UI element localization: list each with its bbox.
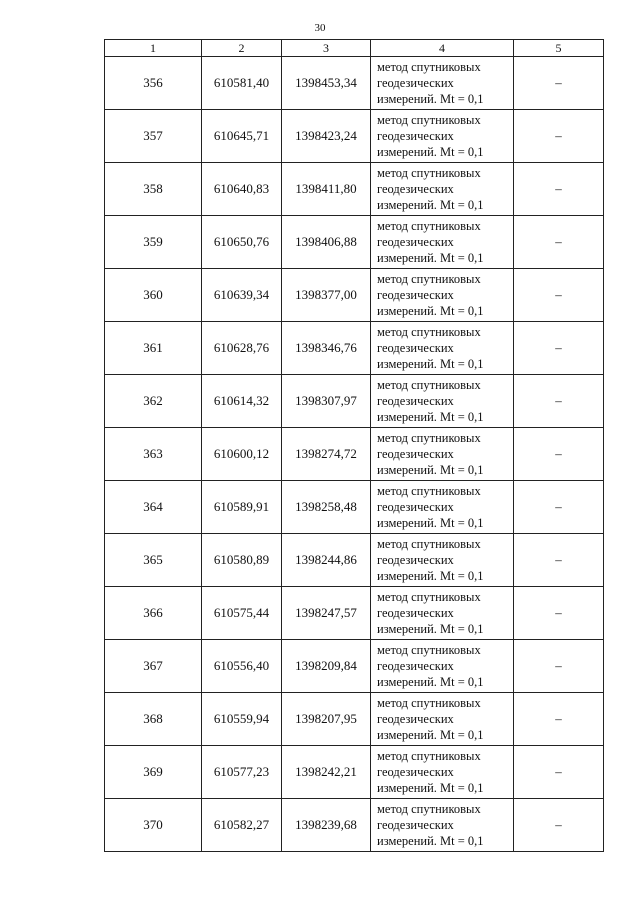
x-coordinate-cell: 610577,23	[202, 746, 282, 799]
method-cell	[371, 163, 514, 216]
method-cell	[371, 587, 514, 640]
note-cell: –	[514, 428, 604, 481]
y-coordinate-cell: 1398411,80	[282, 163, 371, 216]
method-line: геодезических	[377, 553, 454, 567]
method-line: измерений. Mt = 0,1	[377, 410, 484, 424]
table-row	[105, 746, 604, 799]
column-header-2: 2	[202, 40, 282, 57]
y-coordinate-cell: 1398406,88	[282, 216, 371, 269]
table-row	[105, 693, 604, 746]
page-number: 30	[314, 22, 326, 34]
point-number-cell: 364	[105, 481, 202, 534]
y-coordinate-cell: 1398377,00	[282, 269, 371, 322]
method-cell	[371, 640, 514, 693]
method-line: метод спутниковых	[377, 378, 481, 392]
method-line: метод спутниковых	[377, 166, 481, 180]
x-coordinate-cell: 610582,27	[202, 799, 282, 852]
note-cell: –	[514, 216, 604, 269]
table-row	[105, 587, 604, 640]
y-coordinate-cell: 1398307,97	[282, 375, 371, 428]
method-line: измерений. Mt = 0,1	[377, 728, 484, 742]
x-coordinate-cell: 610580,89	[202, 534, 282, 587]
y-coordinate-cell: 1398346,76	[282, 322, 371, 375]
note-cell: –	[514, 163, 604, 216]
y-coordinate-cell: 1398258,48	[282, 481, 371, 534]
y-coordinate-cell: 1398244,86	[282, 534, 371, 587]
x-coordinate-cell: 610600,12	[202, 428, 282, 481]
y-coordinate-cell: 1398242,21	[282, 746, 371, 799]
method-line: измерений. Mt = 0,1	[377, 251, 484, 265]
note-cell: –	[514, 481, 604, 534]
method-cell	[371, 693, 514, 746]
method-line: измерений. Mt = 0,1	[377, 304, 484, 318]
note-cell: –	[514, 269, 604, 322]
method-line: метод спутниковых	[377, 325, 481, 339]
method-line: метод спутниковых	[377, 643, 481, 657]
table-row	[105, 216, 604, 269]
method-line: геодезических	[377, 447, 454, 461]
point-number-cell: 369	[105, 746, 202, 799]
method-cell	[371, 534, 514, 587]
method-line: измерений. Mt = 0,1	[377, 834, 484, 848]
note-cell: –	[514, 693, 604, 746]
point-number-cell: 365	[105, 534, 202, 587]
column-header-4: 4	[371, 40, 514, 57]
point-number-cell: 361	[105, 322, 202, 375]
x-coordinate-cell: 610645,71	[202, 110, 282, 163]
method-line: измерений. Mt = 0,1	[377, 198, 484, 212]
method-line: геодезических	[377, 500, 454, 514]
y-coordinate-cell: 1398423,24	[282, 110, 371, 163]
method-cell	[371, 322, 514, 375]
table-row	[105, 110, 604, 163]
method-cell	[371, 269, 514, 322]
y-coordinate-cell: 1398239,68	[282, 799, 371, 852]
point-number-cell: 363	[105, 428, 202, 481]
note-cell: –	[514, 746, 604, 799]
note-cell: –	[514, 322, 604, 375]
method-line: геодезических	[377, 818, 454, 832]
note-cell: –	[514, 375, 604, 428]
method-line: метод спутниковых	[377, 484, 481, 498]
point-number-cell: 368	[105, 693, 202, 746]
table-row	[105, 269, 604, 322]
column-header-3: 3	[282, 40, 371, 57]
table-row	[105, 322, 604, 375]
method-line: геодезических	[377, 606, 454, 620]
x-coordinate-cell: 610639,34	[202, 269, 282, 322]
method-line: метод спутниковых	[377, 272, 481, 286]
x-coordinate-cell: 610650,76	[202, 216, 282, 269]
method-line: геодезических	[377, 712, 454, 726]
table-row	[105, 799, 604, 852]
method-line: геодезических	[377, 765, 454, 779]
note-cell: –	[514, 799, 604, 852]
method-line: метод спутниковых	[377, 219, 481, 233]
method-line: геодезических	[377, 341, 454, 355]
method-line: геодезических	[377, 288, 454, 302]
point-number-cell: 359	[105, 216, 202, 269]
method-cell	[371, 216, 514, 269]
method-line: измерений. Mt = 0,1	[377, 569, 484, 583]
table-body	[105, 40, 604, 852]
method-line: метод спутниковых	[377, 749, 481, 763]
method-cell	[371, 746, 514, 799]
coordinates-table	[104, 39, 604, 852]
method-line: геодезических	[377, 394, 454, 408]
method-line: метод спутниковых	[377, 696, 481, 710]
point-number-cell: 370	[105, 799, 202, 852]
y-coordinate-cell: 1398274,72	[282, 428, 371, 481]
x-coordinate-cell: 610640,83	[202, 163, 282, 216]
method-line: метод спутниковых	[377, 60, 481, 74]
method-line: измерений. Mt = 0,1	[377, 463, 484, 477]
method-cell	[371, 799, 514, 852]
point-number-cell: 358	[105, 163, 202, 216]
point-number-cell: 362	[105, 375, 202, 428]
table-row	[105, 57, 604, 110]
method-cell	[371, 428, 514, 481]
method-line: метод спутниковых	[377, 537, 481, 551]
table-row	[105, 163, 604, 216]
note-cell: –	[514, 534, 604, 587]
x-coordinate-cell: 610589,91	[202, 481, 282, 534]
note-cell: –	[514, 57, 604, 110]
method-line: метод спутниковых	[377, 802, 481, 816]
point-number-cell: 366	[105, 587, 202, 640]
x-coordinate-cell: 610559,94	[202, 693, 282, 746]
method-line: измерений. Mt = 0,1	[377, 516, 484, 530]
y-coordinate-cell: 1398453,34	[282, 57, 371, 110]
table-row	[105, 640, 604, 693]
table-row	[105, 534, 604, 587]
method-line: геодезических	[377, 235, 454, 249]
table-row	[105, 375, 604, 428]
y-coordinate-cell: 1398209,84	[282, 640, 371, 693]
method-line: метод спутниковых	[377, 590, 481, 604]
method-line: геодезических	[377, 129, 454, 143]
note-cell: –	[514, 110, 604, 163]
table-row	[105, 428, 604, 481]
method-line: метод спутниковых	[377, 113, 481, 127]
point-number-cell: 357	[105, 110, 202, 163]
column-header-1: 1	[105, 40, 202, 57]
method-cell	[371, 375, 514, 428]
y-coordinate-cell: 1398247,57	[282, 587, 371, 640]
method-line: геодезических	[377, 659, 454, 673]
x-coordinate-cell: 610575,44	[202, 587, 282, 640]
x-coordinate-cell: 610628,76	[202, 322, 282, 375]
x-coordinate-cell: 610614,32	[202, 375, 282, 428]
point-number-cell: 360	[105, 269, 202, 322]
method-line: измерений. Mt = 0,1	[377, 145, 484, 159]
method-cell	[371, 57, 514, 110]
point-number-cell: 356	[105, 57, 202, 110]
table-row	[105, 481, 604, 534]
method-line: измерений. Mt = 0,1	[377, 92, 484, 106]
method-line: геодезических	[377, 182, 454, 196]
method-line: метод спутниковых	[377, 431, 481, 445]
method-cell	[371, 110, 514, 163]
note-cell: –	[514, 640, 604, 693]
point-number-cell: 367	[105, 640, 202, 693]
method-line: геодезических	[377, 76, 454, 90]
note-cell: –	[514, 587, 604, 640]
y-coordinate-cell: 1398207,95	[282, 693, 371, 746]
x-coordinate-cell: 610581,40	[202, 57, 282, 110]
method-cell	[371, 481, 514, 534]
method-line: измерений. Mt = 0,1	[377, 622, 484, 636]
method-line: измерений. Mt = 0,1	[377, 357, 484, 371]
column-header-5: 5	[514, 40, 604, 57]
table-header-row	[105, 40, 604, 57]
method-line: измерений. Mt = 0,1	[377, 781, 484, 795]
method-line: измерений. Mt = 0,1	[377, 675, 484, 689]
x-coordinate-cell: 610556,40	[202, 640, 282, 693]
